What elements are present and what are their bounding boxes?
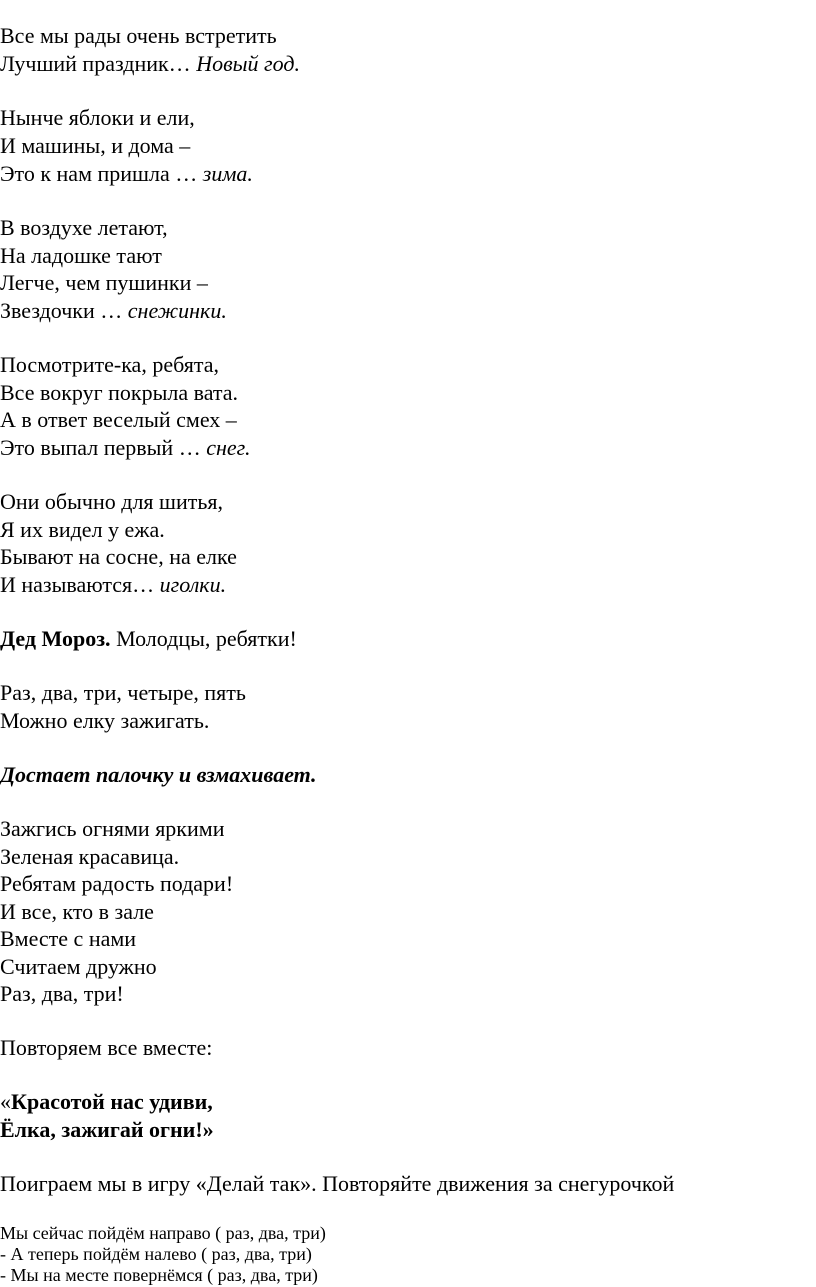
riddle-answer: Новый год. bbox=[196, 51, 300, 76]
stanza2-line3 bbox=[0, 160, 253, 188]
chant-line2: Ёлка, зажигай огни!» bbox=[0, 1117, 214, 1142]
game-line2: - А теперь пойдём налево ( раз, два, три) bbox=[0, 1244, 312, 1264]
stanza3-line1: В воздухе летают, bbox=[0, 215, 168, 240]
game-line3: - Мы на месте повернёмся ( раз, два, три) bbox=[0, 1265, 318, 1285]
stanza1-line2 bbox=[0, 50, 300, 78]
stanza6-line2: Можно елку зажигать. bbox=[0, 708, 210, 733]
stanza4-line2: Все вокруг покрыла вата. bbox=[0, 380, 239, 405]
speech-line bbox=[0, 625, 297, 653]
speaker-name: Дед Мороз. bbox=[0, 626, 111, 651]
open-quote: « bbox=[0, 1089, 11, 1114]
stage-direction: Достает палочку и взмахивает. bbox=[0, 762, 317, 787]
stanza5-line1: Они обычно для шитья, bbox=[0, 489, 224, 514]
riddle-text: Звездочки … bbox=[0, 298, 128, 323]
riddle-text: И называются… bbox=[0, 572, 160, 597]
stanza7-line1: Зажгись огнями яркими bbox=[0, 816, 225, 841]
stanza4-line3: А в ответ веселый смех – bbox=[0, 407, 237, 432]
riddle-answer: иголки. bbox=[159, 572, 227, 597]
stanza5-line2: Я их видел у ежа. bbox=[0, 517, 165, 542]
stanza3-line3: Легче, чем пушинки – bbox=[0, 270, 208, 295]
stanza7-line5: Вместе с нами bbox=[0, 926, 137, 951]
stanza4-line1: Посмотрите-ка, ребята, bbox=[0, 352, 219, 377]
stanza6-line1: Раз, два, три, четыре, пять bbox=[0, 680, 246, 705]
stanza5-line3: Бывают на сосне, на елке bbox=[0, 544, 237, 569]
riddle-text: Это выпал первый … bbox=[0, 435, 207, 460]
stanza2-line1: Нынче яблоки и ели, bbox=[0, 105, 195, 130]
stanza5-line4 bbox=[0, 571, 226, 599]
game-intro: Поиграем мы в игру «Делай так». Повторяйте движения за снегурочкой bbox=[0, 1171, 675, 1196]
riddle-answer: зима. bbox=[202, 161, 253, 186]
repeat-intro: Повторяем все вместе: bbox=[0, 1035, 213, 1060]
stanza7-line4: И все, кто в зале bbox=[0, 899, 154, 924]
stanza1-line1: Все мы рады очень встретить bbox=[0, 23, 277, 48]
stanza3-line2: На ладошке тают bbox=[0, 243, 162, 268]
stanza7-line2: Зеленая красавица. bbox=[0, 844, 180, 869]
chant-line1: «Красотой нас удиви, bbox=[0, 1089, 213, 1114]
speech-text: Молодцы, ребятки! bbox=[110, 626, 297, 651]
stanza7-line3: Ребятам радость подари! bbox=[0, 871, 234, 896]
riddle-answer: снежинки. bbox=[127, 298, 227, 323]
stanza2-line2: И машины, и дома – bbox=[0, 133, 191, 158]
stanza4-line4 bbox=[0, 434, 250, 462]
game-line1: Мы сейчас пойдём направо ( раз, два, три) bbox=[0, 1223, 326, 1243]
riddle-text: Лучший праздник… bbox=[0, 51, 197, 76]
riddle-answer: снег. bbox=[206, 435, 251, 460]
riddle-text: Это к нам пришла … bbox=[0, 161, 203, 186]
stanza3-line4 bbox=[0, 297, 227, 325]
stanza7-line6: Считаем дружно bbox=[0, 954, 157, 979]
stanza7-line7: Раз, два, три! bbox=[0, 981, 124, 1006]
